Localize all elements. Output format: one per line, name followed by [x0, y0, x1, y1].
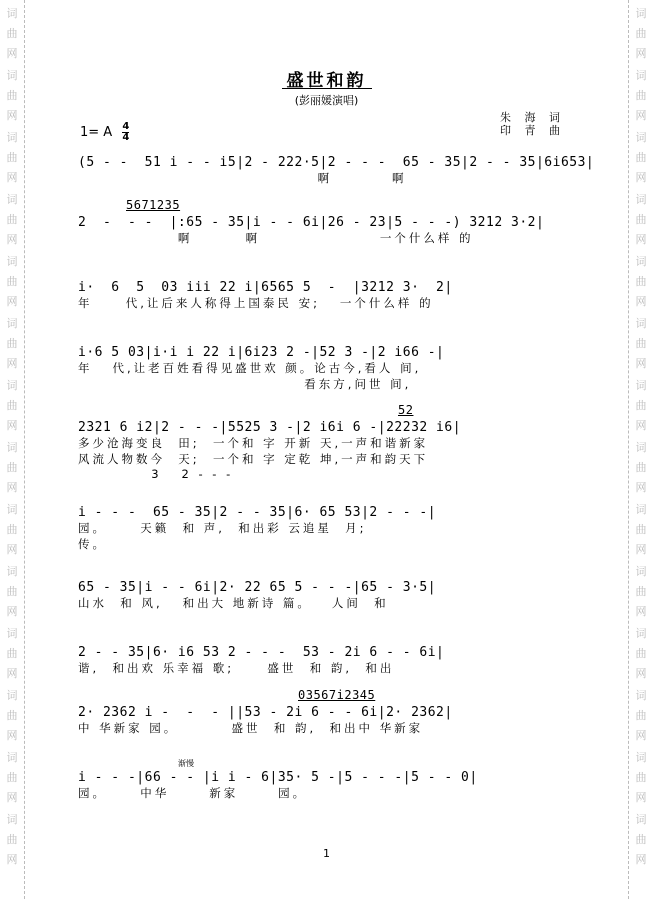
watermark-char: 曲: [635, 27, 647, 40]
lyrics-row: 啊 啊: [78, 171, 407, 185]
watermark-char: 网: [6, 667, 18, 680]
upper-notes: 03567i2345: [298, 688, 376, 702]
score-line: [78, 155, 595, 186]
watermark-char: 词: [635, 69, 647, 82]
credits: [500, 111, 565, 137]
watermark-char: 词: [6, 317, 18, 330]
score-line: [78, 198, 578, 246]
watermark-char: 曲: [6, 585, 18, 598]
watermark-char: 词: [6, 813, 18, 826]
watermark-char: 词: [635, 503, 647, 516]
lyrics-row: 中 华新家 园。 盛世 和 韵, 和出中 华新家: [78, 721, 424, 735]
watermark-char: 曲: [6, 275, 18, 288]
watermark-char: 网: [6, 481, 18, 494]
watermark-char: 词: [6, 441, 18, 454]
score-line: [78, 505, 578, 552]
upper-notes: 52: [398, 403, 414, 417]
watermark-char: 网: [635, 109, 647, 122]
lyrics-row: 年 代,让后来人称得上国泰民 安; 一个什么样 的: [78, 296, 434, 310]
tempo-marking: 渐慢: [178, 759, 194, 768]
watermark-char: 词: [635, 751, 647, 764]
watermark-char: 网: [635, 295, 647, 308]
page-number: 1: [323, 847, 330, 860]
watermark-char: 词: [635, 193, 647, 206]
watermark-char: 曲: [635, 833, 647, 846]
lyrics-row: 啊 啊 一个什么样 的: [78, 231, 474, 245]
lyrics-row: 园。 中华 新家 园。: [78, 786, 308, 800]
watermark-char: 词: [635, 441, 647, 454]
page-title: 盛世和韵: [286, 71, 367, 91]
key-signature: [80, 122, 129, 143]
watermark-char: 网: [635, 543, 647, 556]
notes-row: i·6 5 03|i·i i 22 i|6i23 2 -|52 3 -|2 i66 -|: [78, 345, 445, 360]
watermark-char: 网: [6, 171, 18, 184]
watermark-char: 词: [635, 565, 647, 578]
watermark-char: 词: [6, 689, 18, 702]
watermark-char: 网: [635, 667, 647, 680]
lyrics-row: 年 代,让老百姓看得见盛世欢 颜。论古今,看人 间,: [78, 361, 422, 375]
watermark-char: 曲: [6, 151, 18, 164]
watermark-char: 曲: [635, 213, 647, 226]
watermark-char: 词: [635, 627, 647, 640]
watermark-char: 词: [6, 7, 18, 20]
watermark-char: 网: [635, 729, 647, 742]
watermark-char: 词: [6, 627, 18, 640]
watermark-char: 网: [635, 233, 647, 246]
score-line: [78, 580, 578, 611]
lyrics-row: 山水 和 风, 和出大 地新诗 篇。 人间 和: [78, 596, 389, 610]
watermark-char: 词: [6, 255, 18, 268]
watermark-char: 曲: [635, 771, 647, 784]
watermark-char: 曲: [6, 461, 18, 474]
performer-subtitle: (彭丽媛演唱): [294, 94, 359, 107]
watermark-char: 曲: [635, 89, 647, 102]
score-line: [78, 645, 578, 676]
watermark-char: 曲: [635, 399, 647, 412]
watermark-char: 网: [6, 729, 18, 742]
watermark-char: 词: [6, 379, 18, 392]
lyrics-row: 3 2 - - -: [78, 467, 234, 481]
watermark-char: 网: [635, 605, 647, 618]
time-sig-bottom: 4: [122, 132, 130, 143]
score-line: [78, 759, 578, 801]
lyrics-row: 谐, 和出欢 乐幸福 歌; 盛世 和 韵, 和出: [78, 661, 395, 675]
watermark-char: 网: [6, 233, 18, 246]
lyrics-row: 多少沧海变良 田; 一个和 字 开新 天,一声和谐新家: [78, 436, 429, 450]
upper-notes: 5671235: [126, 198, 181, 212]
lyrics-row: 传。: [78, 537, 107, 551]
watermark-char: 曲: [635, 461, 647, 474]
watermark-char: 网: [635, 853, 647, 866]
notes-row: 65 - 35|i - - 6i|2· 22 65 5 - - -|65 - 3·5|: [78, 580, 437, 595]
watermark-char: 网: [6, 419, 18, 432]
watermark-char: 网: [6, 47, 18, 60]
watermark-char: 网: [6, 605, 18, 618]
watermark-char: 曲: [6, 523, 18, 536]
score-line: [78, 345, 578, 392]
notes-row: (5 - - 51 i - - i5|2 - 222·5|2 - - - 65 - 35|2 - - 35|6i653|: [78, 155, 595, 170]
watermark-char: 网: [6, 543, 18, 556]
watermark-char: 曲: [635, 647, 647, 660]
watermark-char: 网: [635, 481, 647, 494]
notes-row: 2 - - - |:65 - 35|i - - 6i|26 - 23|5 - - -) 3212 3·2|: [78, 215, 545, 230]
watermark-char: 词: [635, 131, 647, 144]
notes-row: 2321 6 i2|2 - - -|5525 3 -|2 i6i 6 -|22232 i6|: [78, 420, 462, 435]
watermark-char: 曲: [635, 709, 647, 722]
watermark-char: 词: [635, 317, 647, 330]
watermark-char: 网: [635, 419, 647, 432]
notes-row: i· 6 5 03 iii 22 i|6565 5 - |3212 3· 2|: [78, 280, 453, 295]
watermark-char: 网: [6, 109, 18, 122]
watermark-char: 词: [6, 69, 18, 82]
watermark-char: 词: [635, 813, 647, 826]
score-line: [78, 280, 578, 311]
watermark-char: 曲: [6, 89, 18, 102]
watermark-char: 曲: [635, 337, 647, 350]
watermark-char: 网: [6, 295, 18, 308]
time-signature: [122, 122, 129, 143]
score-line: [78, 688, 578, 736]
score-line: [78, 403, 578, 481]
watermark-char: 词: [635, 255, 647, 268]
lyrics-row: 园。 天籁 和 声, 和出彩 云追星 月;: [78, 521, 367, 535]
watermark-char: 词: [635, 7, 647, 20]
lyricist-credit: 朱 海 词: [500, 111, 565, 124]
watermark-char: 词: [635, 689, 647, 702]
watermark-char: 词: [635, 379, 647, 392]
watermark-char: 曲: [635, 275, 647, 288]
watermark-char: 网: [635, 47, 647, 60]
watermark-char: 网: [635, 357, 647, 370]
watermark-char: 曲: [635, 523, 647, 536]
watermark-char: 曲: [6, 833, 18, 846]
watermark-char: 网: [6, 791, 18, 804]
time-sig-top: 4: [122, 121, 130, 132]
watermark-char: 曲: [635, 585, 647, 598]
watermark-char: 曲: [6, 771, 18, 784]
watermark-char: 网: [635, 171, 647, 184]
notes-row: i - - - 65 - 35|2 - - 35|6· 65 53|2 - - -|: [78, 505, 437, 520]
watermark-char: 曲: [635, 151, 647, 164]
lyrics-row: 风流人物数今 天; 一个和 字 定乾 坤,一声和韵天下: [78, 452, 429, 466]
watermark-char: 曲: [6, 709, 18, 722]
watermark-char: 网: [6, 853, 18, 866]
watermark-char: 曲: [6, 27, 18, 40]
watermark-char: 词: [6, 131, 18, 144]
watermark-char: 词: [6, 565, 18, 578]
watermark-char: 网: [635, 791, 647, 804]
watermark-char: 词: [6, 193, 18, 206]
watermark-char: 曲: [6, 337, 18, 350]
watermark-char: 词: [6, 503, 18, 516]
notes-row: 2· 2362 i - - - ||53 - 2i 6 - - 6i|2· 2362|: [78, 705, 453, 720]
watermark-char: 网: [6, 357, 18, 370]
lyrics-row: 看东方,问世 间,: [78, 377, 412, 391]
watermark-char: 词: [6, 751, 18, 764]
title-underline: [282, 88, 372, 89]
watermark-char: 曲: [6, 647, 18, 660]
watermark-char: 曲: [6, 399, 18, 412]
notes-row: i - - -|66 - - |i i - 6|35· 5 -|5 - - -|5 - - 0|: [78, 770, 478, 785]
watermark-char: 曲: [6, 213, 18, 226]
composer-credit: 印 青 曲: [500, 124, 565, 137]
notes-row: 2 - - 35|6· i6 53 2 - - - 53 - 2i 6 - - 6i|: [78, 645, 445, 660]
key-label: 1= A: [80, 125, 113, 140]
